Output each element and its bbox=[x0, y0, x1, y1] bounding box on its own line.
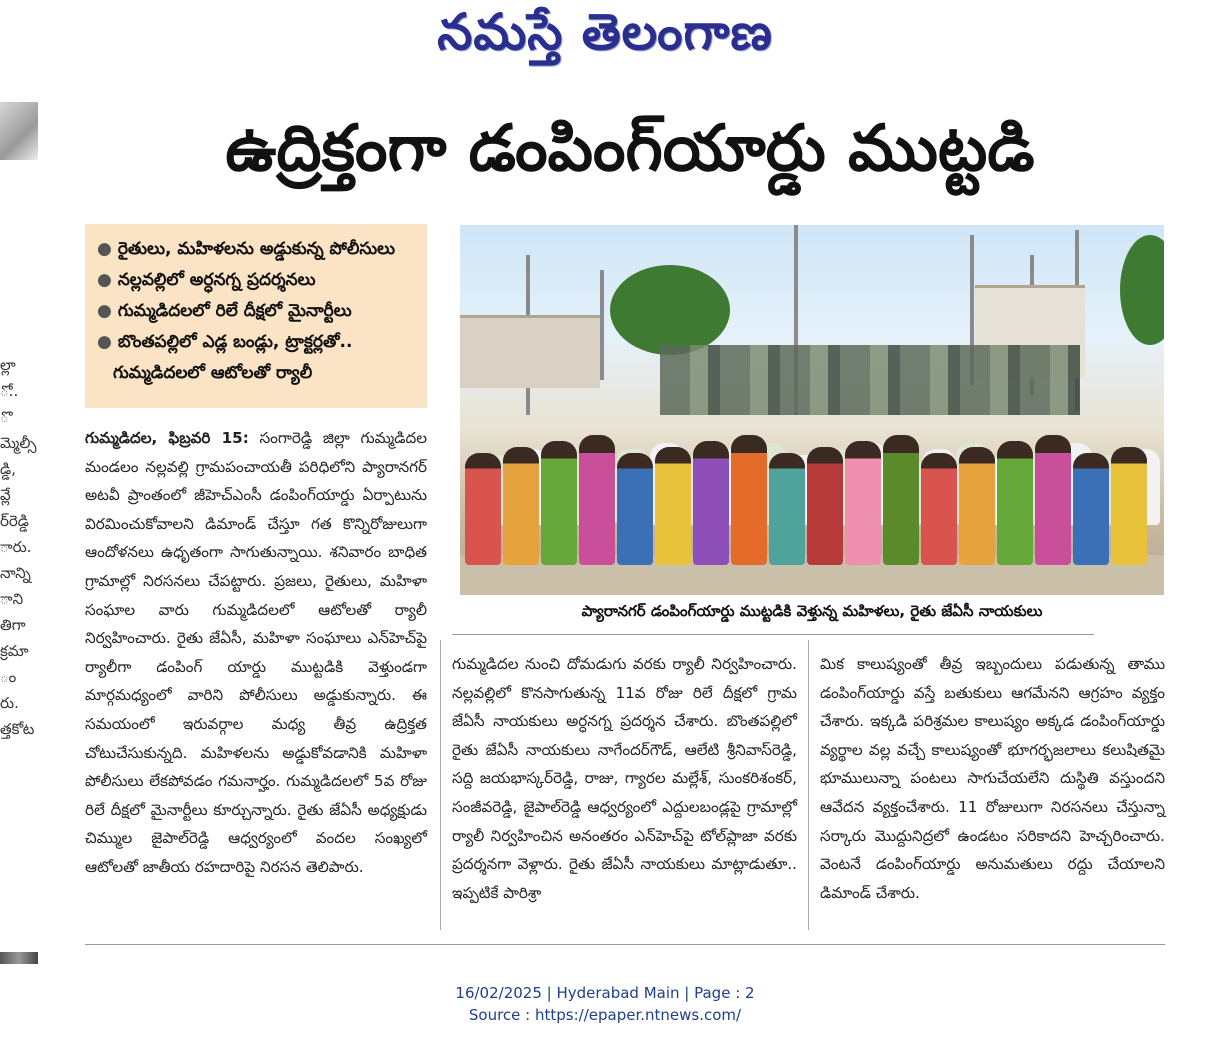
bullet-icon: ● bbox=[97, 301, 112, 321]
article-column-3 bbox=[820, 650, 1165, 907]
article-column-1 bbox=[85, 424, 427, 882]
previous-article-line: డ్డి, bbox=[0, 460, 16, 478]
news-photo bbox=[460, 225, 1164, 595]
crowd-person-shape bbox=[1035, 435, 1071, 565]
highlight-text: గుమ్మడిదలలో రిలే దీక్షలో మైనార్టీలు bbox=[117, 301, 352, 321]
highlight-text: గుమ్మడిదలలో ఆటోలతో ర్యాలీ bbox=[113, 363, 313, 383]
crowd-person-shape bbox=[769, 453, 805, 565]
article-column-2 bbox=[452, 650, 797, 907]
highlights-box bbox=[85, 224, 427, 408]
crowd-person-shape bbox=[921, 453, 957, 565]
previous-article-line: ాని bbox=[0, 590, 24, 608]
crowd-person-shape bbox=[655, 447, 691, 565]
highlight-text: నల్లవల్లిలో అర్ధనగ్న ప్రదర్శనలు bbox=[117, 270, 316, 290]
crowd-person-shape bbox=[1073, 453, 1109, 565]
highlight-item bbox=[97, 265, 419, 296]
previous-article-line: వ్లే bbox=[0, 486, 11, 504]
crowd-person-shape bbox=[807, 447, 843, 565]
crowd-person-shape bbox=[1111, 447, 1147, 565]
highlight-item bbox=[97, 358, 419, 389]
photo-caption: ప్యారానగర్‌ డంపింగ్‌యార్డు ముట్టడికి వెళ్తున్న మహిళలు, రైతు జేఏసీ నాయకులు bbox=[581, 602, 1043, 620]
tree-shape bbox=[610, 265, 730, 355]
highlight-text: బొంతపల్లిలో ఎడ్ల బండ్లు, ట్రాక్టర్లతో.. bbox=[117, 332, 353, 352]
crowd-front-row bbox=[460, 425, 1164, 565]
column-rule bbox=[808, 640, 809, 930]
crowd-person-shape bbox=[731, 435, 767, 565]
column-rule bbox=[440, 640, 441, 930]
bottom-rule bbox=[85, 944, 1165, 945]
crowd-person-shape bbox=[541, 441, 577, 565]
previous-article-line: ొ bbox=[0, 408, 9, 426]
highlight-item bbox=[97, 296, 419, 327]
previous-article-line: ం bbox=[0, 668, 17, 686]
article-dateline: గుమ్మడిదల, ఫిబ్రవరి 15: bbox=[85, 429, 249, 447]
highlight-item bbox=[97, 234, 419, 265]
previous-article-line: ర్‌రెడ్డి bbox=[0, 512, 29, 530]
previous-article-text bbox=[0, 352, 40, 742]
crowd-person-shape bbox=[883, 435, 919, 565]
crowd-person-shape bbox=[997, 441, 1033, 565]
previous-article-line: నాన్ని bbox=[0, 564, 31, 582]
previous-article-image-strip bbox=[0, 952, 38, 964]
previous-article-line: క్రమా bbox=[0, 642, 29, 660]
masthead: నమస్తే తెలంగాణ bbox=[437, 2, 773, 61]
article-text-col1: సంగారెడ్డి జిల్లా గుమ్మడిదల మండలం నల్లవల్లి గ్రామపంచాయతీ పరిధిలోని ప్యారానగర్‌ అటవీ ప్రాంతంలో జీహెచ్‌ఎంసీ డంపింగ్‌యార్డు ఏర్పాటును విరమించుకోవాలని డిమాండ్‌ చేస్తూ గత కొన్నిరోజులుగా ఆందోళనలు ఉధృతంగా సాగుతున్నాయి. శనివారం బాధిత గ్రామాల్లో నిరసనలు చేపట్టారు. ప్రజలు, రైతులు, మహిళా సంఘాల వారు గుమ్మడిదలలో ఆటోలతో ర్యాలీ నిర్వహించారు. రైతు జేఏసీ, మహిళా సంఘాలు ఎన్‌హెచ్‌పై ర్యాలీగా డంపింగ్‌ యార్డు ముట్టడికి వెళ్తుండగా మార్గమధ్యంలో వారిని పోలీసులు అడ్డుకున్నారు. ఈ సమయంలో ఇరువర్గాల మధ్య తీవ్ర ఉద్రిక్తత చోటుచేసుకున్నది. మహిళలను అడ్డుకోవడానికి మహిళా పోలీసులు లేకపోవడం గమనార్హం. గుమ్మడిదలలో 5వ రోజు రిలే దీక్షలో మైనార్టీలు కూర్చున్నారు. రైతు జేఏసీ అధ్యక్షుడు చిమ్ముల జైపాల్‌రెడ్డి ఆధ్వర్యంలో వందల సంఖ్యలో ఆటోలతో జాతీయ రహదారిపై నిరసన తెలిపారు. bbox=[85, 429, 428, 876]
previous-article-line: మ్మెల్సీ bbox=[0, 434, 37, 452]
previous-article-line: తిగా bbox=[0, 616, 26, 634]
previous-article-column bbox=[0, 0, 40, 870]
crowd-person-shape bbox=[465, 453, 501, 565]
crowd-person-shape bbox=[617, 453, 653, 565]
bullet-icon: ● bbox=[97, 270, 112, 290]
crowd-person-shape bbox=[503, 447, 539, 565]
headline: ఉద్రిక్తంగా డంపింగ్‌యార్డు ముట్టడి bbox=[225, 112, 1035, 186]
bullet-icon: ● bbox=[97, 239, 112, 259]
crowd-person-shape bbox=[693, 441, 729, 565]
article-text-col2: గుమ్మడిదల నుంచి దోమడుగు వరకు ర్యాలీ నిర్వహించారు. నల్లవల్లిలో కొనసాగుతున్న 11వ రోజు రిలే దీక్షలో గ్రామ జేఏసీ నాయకులు అర్ధనగ్న ప్రదర్శన చేశారు. బొంతపల్లిలో రైతు జేఏసీ నాయకులు నాగేందర్‌గౌడ్‌, ఆలేటి శ్రీనివాస్‌రెడ్డి, సద్ది జయభాస్కర్‌రెడ్డి, రాజు, గ్యారల మల్లేశ్‌, సుంకరిశంకర్‌, సంజీవరెడ్డి, జైపాల్‌రెడ్డి ఆధ్వర్యంలో ఎద్దులబండ్లపై గ్రామాల్లో ర్యాలీ నిర్వహించిన అనంతరం ఎన్‌హెచ్‌పై టోల్‌ప్లాజా వరకు ప్రదర్శనగా వెళ్లారు. రైతు జేఏసీ నాయకులు మాట్లాడుతూ.. ఇప్పటికే పారిశ్రా bbox=[452, 655, 797, 902]
highlight-item bbox=[97, 327, 419, 358]
footer-source: Source : https://epaper.ntnews.com/ bbox=[468, 1006, 742, 1024]
building-shape bbox=[460, 315, 600, 388]
crowd-person-shape bbox=[845, 441, 881, 565]
footer-date-edition: 16/02/2025 | Hyderabad Main | Page : 2 bbox=[455, 984, 755, 1002]
highlight-text: రైతులు, మహిళలను అడ్డుకున్న పోలీసులు bbox=[117, 239, 396, 259]
crowd-person-shape bbox=[959, 447, 995, 565]
tree-shape bbox=[1120, 235, 1164, 345]
previous-article-line: రు. bbox=[0, 694, 19, 712]
previous-article-line: ారు. bbox=[0, 538, 32, 556]
previous-article-line: త్తకోట bbox=[0, 720, 35, 738]
previous-article-line: ల్లా bbox=[0, 356, 16, 374]
caption-rule bbox=[452, 634, 1094, 635]
previous-article-line: ో.. bbox=[0, 382, 19, 400]
bullet-icon: ● bbox=[97, 332, 112, 352]
crowd-person-shape bbox=[579, 435, 615, 565]
pole-shape bbox=[600, 270, 604, 380]
article-text-col3: మిక కాలుష్యంతో తీవ్ర ఇబ్బందులు పడుతున్న తాము డంపింగ్‌యార్డు వస్తే బతుకులు ఆగమేనని ఆగ్రహం వ్యక్తం చేశారు. ఇక్కడి పరిశ్రమల కాలుష్యం అక్కడ డంపింగ్‌యార్డు వ్యర్థాల వల్ల వచ్చే కాలుష్యంతో భూగర్భజలాలు కలుషితమై భూములున్నా పంటలు సాగుచేయలేని దుస్థితి వస్తుందని ఆవేదన వ్యక్తంచేశారు. 11 రోజులుగా నిరసనలు చేస్తున్నా సర్కారు మొద్దునిద్రలో ఉండటం సరికాదని హెచ్చరించారు. వెంటనే డంపింగ్‌యార్డు అనుమతులు రద్దు చేయాలని డిమాండ్‌ చేశారు. bbox=[820, 655, 1165, 902]
